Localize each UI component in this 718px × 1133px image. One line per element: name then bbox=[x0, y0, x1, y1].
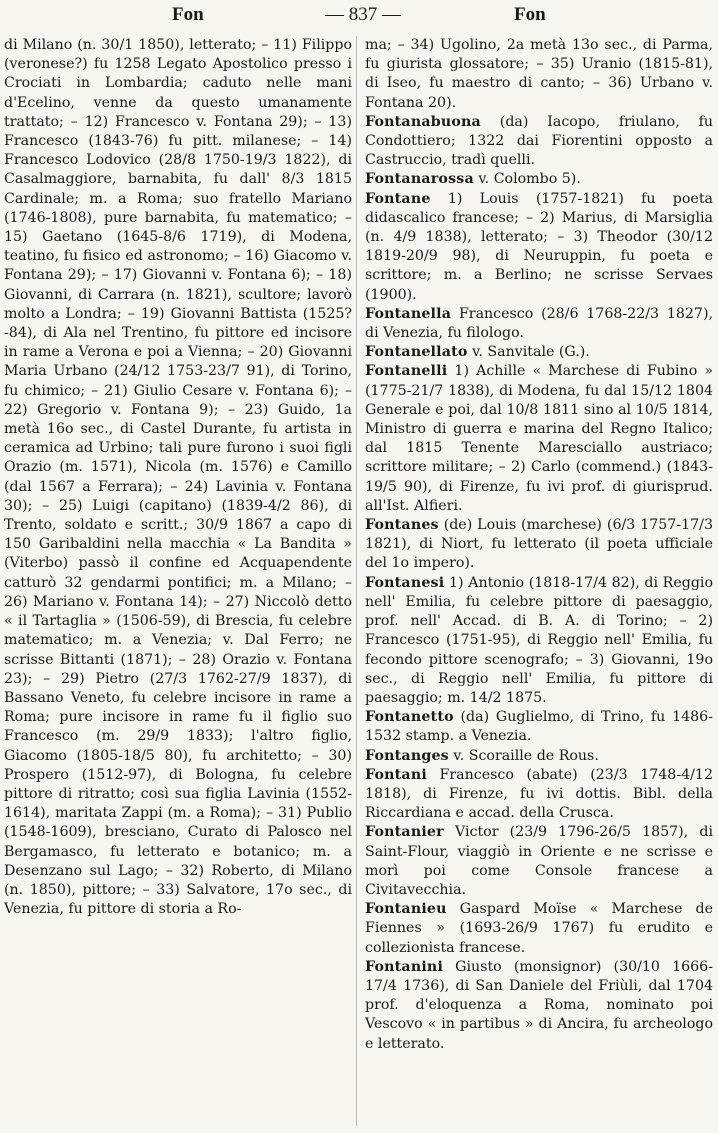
entry-text: 1) Louis (1757-1821) fu poeta didascalico francese; – 2) Marius, di Marsiglia (n. 4/9 1838), letterato; – 3) Theodor (30/12 1819-20/9 98), di Neuruppin, fu poeta e scrittore; m. a Berlino; ne scrisse Servaes (1900). bbox=[365, 190, 713, 303]
dictionary-entry bbox=[365, 190, 713, 305]
entry-text: ma; – 34) Ugolino, 2a metà 13o sec., di Parma, fu giurista glossatore; – 35) Uranio (1815-81), di Iseo, fu maestro di canto; – 36) Urbano v. Fontana 20). bbox=[365, 37, 713, 111]
dictionary-entry bbox=[365, 747, 713, 766]
entry-headword: Fontanetto bbox=[365, 709, 454, 726]
entry-headword: Fontanellato bbox=[365, 344, 468, 361]
dictionary-entry bbox=[365, 343, 713, 362]
entry-text: Francesco (abate) (23/3 1748-4/12 1818), di Firenze, fu ivi dottis. Bibl. della Riccardiana e accad. della Crusca. bbox=[365, 766, 713, 822]
entry-headword: Fontanges bbox=[365, 747, 449, 764]
entry-headword: Fontanes bbox=[365, 517, 439, 534]
dictionary-entry bbox=[365, 823, 713, 900]
entry-headword: Fontanabuona bbox=[365, 113, 481, 130]
left-column-text: di Milano (n. 30/1 1850), letterato; – 11) Filippo (veronese?) fu 1258 Legato Apostolico presso i Crociati in Lombardia; caduto nelle mani d'Ecelino, venne da questo umanamente trattato; – 12) Francesco v. Fontana 29); – 13) Francesco (1843-76) fu pitt. milanese; – 14) Francesco Lodovico (28/8 1750-19/3 1822), di Casalmaggiore, barnabita, fu dall' 8/3 1815 Cardinale; m. a Roma; suo fratello Mariano (1746-1808), pure barnabita, fu matematico; – 15) Gaetano (1645-8/6 1719), di Modena, teatino, fu fisico ed astronomo; – 16) Giacomo v. Fontana 29); – 17) Giovanni v. Fontana 6); – 18) Giovanni, di Carrara (n. 1821), scultore; lavorò molto a Londra; – 19) Giovanni Battista (1525?-84), di Ala nel Trentino, fu pittore ed incisore in rame a Verona e poi a Vienna; – 20) Giovanni Maria Urbano (24/12 1753-23/7 91), di Torino, fu chimico; – 21) Giulio Cesare v. Fontana 6); – 22) Gregorio v. Fontana 9); – 23) Guido, 1a metà 16o sec., di Castel Durante, fu artista in ceramica ad Urbino; tali pure furono i suoi figli Orazio (m. 1571), Nicola (m. 1576) e Camillo (dal 1567 a Ferrara); – 24) Lavinia v. Fontana 30); – 25) Luigi (capitano) (1839-4/2 86), di Trento, soldato e scritt.; 30/9 1867 a capo di 150 Garibaldini nella macchia « La Bandita » (Viterbo) passò il confine ed Acquapendente catturò 32 gendarmi pontifici; m. a Milano; – 26) Mariano v. Fontana 14); – 27) Niccolò detto « il Tartaglia » (1506-59), di Brescia, fu celebre matematico; m. a Venezia; v. Dal Ferro; ne scrisse Bittanti (1871); – 28) Orazio v. Fontana 23); – 29) Pietro (27/3 1762-27/9 1837), di Bassano Veneto, fu celebre incisore in rame a Roma; pure incisore in rame fu il figlio suo Francesco (m. 29/9 1833); l'altro figlio, Giacomo (1805-18/5 80), fu architetto; – 30) Prospero (1512-97), di Bologna, fu celebre pittore di ritratto; così sua figlia Lavinia (1552-1614), maritata Zappi (m. a Roma); – 31) Publio (1548-1609), bresciano, Curato di Palosco nel Bergamasco, fu letterato e botanico; m. a Desenzano sul Lago; – 32) Roberto, di Milano (n. 1850), pittore; – 33) Salvatore, 17o sec., di Venezia, fu pittore di storia a Ro- bbox=[4, 37, 352, 918]
dictionary-entry bbox=[365, 36, 713, 113]
right-column bbox=[365, 36, 713, 1132]
entry-text: v. Colombo 5). bbox=[473, 171, 581, 188]
column-divider bbox=[356, 36, 357, 1126]
entry-headword: Fontanarossa bbox=[365, 171, 474, 188]
dictionary-entry bbox=[365, 362, 713, 516]
entry-headword: Fontanella bbox=[365, 305, 452, 322]
entry-text: Victor (23/9 1796-26/5 1857), di Saint-Flour, viaggiò in Oriente e ne scrisse e morì poi come Console francese a Civitavecchia. bbox=[365, 824, 713, 898]
entry-headword: Fontane bbox=[365, 190, 431, 207]
dictionary-entry bbox=[365, 708, 713, 746]
entry-headword: Fontanier bbox=[365, 824, 444, 841]
entry-headword: Fontanini bbox=[365, 958, 444, 975]
entry-headword: Fontanieu bbox=[365, 901, 447, 918]
page-number: — 837 — bbox=[325, 4, 401, 25]
entry-text: Francesco (28/6 1768-22/3 1827), di Venezia, fu filologo. bbox=[365, 305, 713, 342]
entry-headword: Fontanelli bbox=[365, 363, 448, 380]
header-left-keyword: Fon bbox=[172, 4, 204, 25]
entry-text: v. Scoraille de Rous. bbox=[448, 747, 599, 764]
dictionary-entry bbox=[365, 305, 713, 343]
entry-text: (da) Guglielmo, di Trino, fu 1486-1532 stamp. a Venezia. bbox=[365, 709, 713, 745]
running-header bbox=[0, 2, 718, 28]
dictionary-entry bbox=[365, 574, 713, 708]
entry-text: (de) Louis (marchese) (6/3 1757-17/3 1821), di Niort, fu letterato (il poeta ufficiale del 1o impero). bbox=[365, 517, 713, 572]
dictionary-entry bbox=[365, 766, 713, 824]
entry-text: Gaspard Moïse « Marchese de Fiennes » (1693-26/9 1767) fu erudito e collezionista francese. bbox=[365, 901, 713, 956]
entry-headword: Fontanesi bbox=[365, 574, 445, 591]
header-right-keyword: Fon bbox=[514, 4, 546, 25]
entry-text: Giusto (monsignor) (30/10 1666-17/4 1736), di San Daniele del Friùli, dal 1704 prof. d'eloquenza a Roma, nominato poi Vescovo « in partibus » di Ancira, fu archeologo e letterato. bbox=[365, 958, 713, 1052]
dictionary-entry bbox=[365, 900, 713, 958]
dictionary-entry bbox=[365, 170, 713, 189]
dictionary-entry bbox=[365, 958, 713, 1054]
dictionary-entry bbox=[365, 516, 713, 574]
entry-headword: Fontani bbox=[365, 766, 427, 783]
entry-text: (da) Iacopo, friulano, fu Condottiero; 1322 dai Fiorentini opposto a Castruccio, tradì quelli. bbox=[365, 113, 713, 169]
entry-text: v. Sanvitale (G.). bbox=[467, 344, 590, 361]
entry-text: 1) Antonio (1818-17/4 82), di Reggio nell' Emilia, fu celebre pittore di paesaggio, prof. nell' Accad. di B. A. di Torino; – 2) Francesco (1751-95), di Reggio nell' Emilia, fu fecondo pittore scenografo; – 3) Giovanni, 19o sec., di Reggio nell' Emilia, fu pittore di paesaggio; m. 14/2 1875. bbox=[365, 574, 713, 706]
left-column bbox=[4, 36, 352, 1132]
entry-text: 1) Achille « Marchese di Fubino » (1775-21/7 1838), di Modena, fu dal 15/12 1804 Generale e poi, dal 10/8 1811 sino al 10/5 1814, Ministro di guerra e marina del Regno Italico; dal 1815 Tenente Maresciallo austriaco; scrittore militare; – 2) Carlo (commend.) (1843-19/5 90), di Firenze, fu ivi prof. di giurisprud. all'Ist. Alfieri. bbox=[365, 363, 713, 514]
dictionary-entry bbox=[365, 113, 713, 171]
